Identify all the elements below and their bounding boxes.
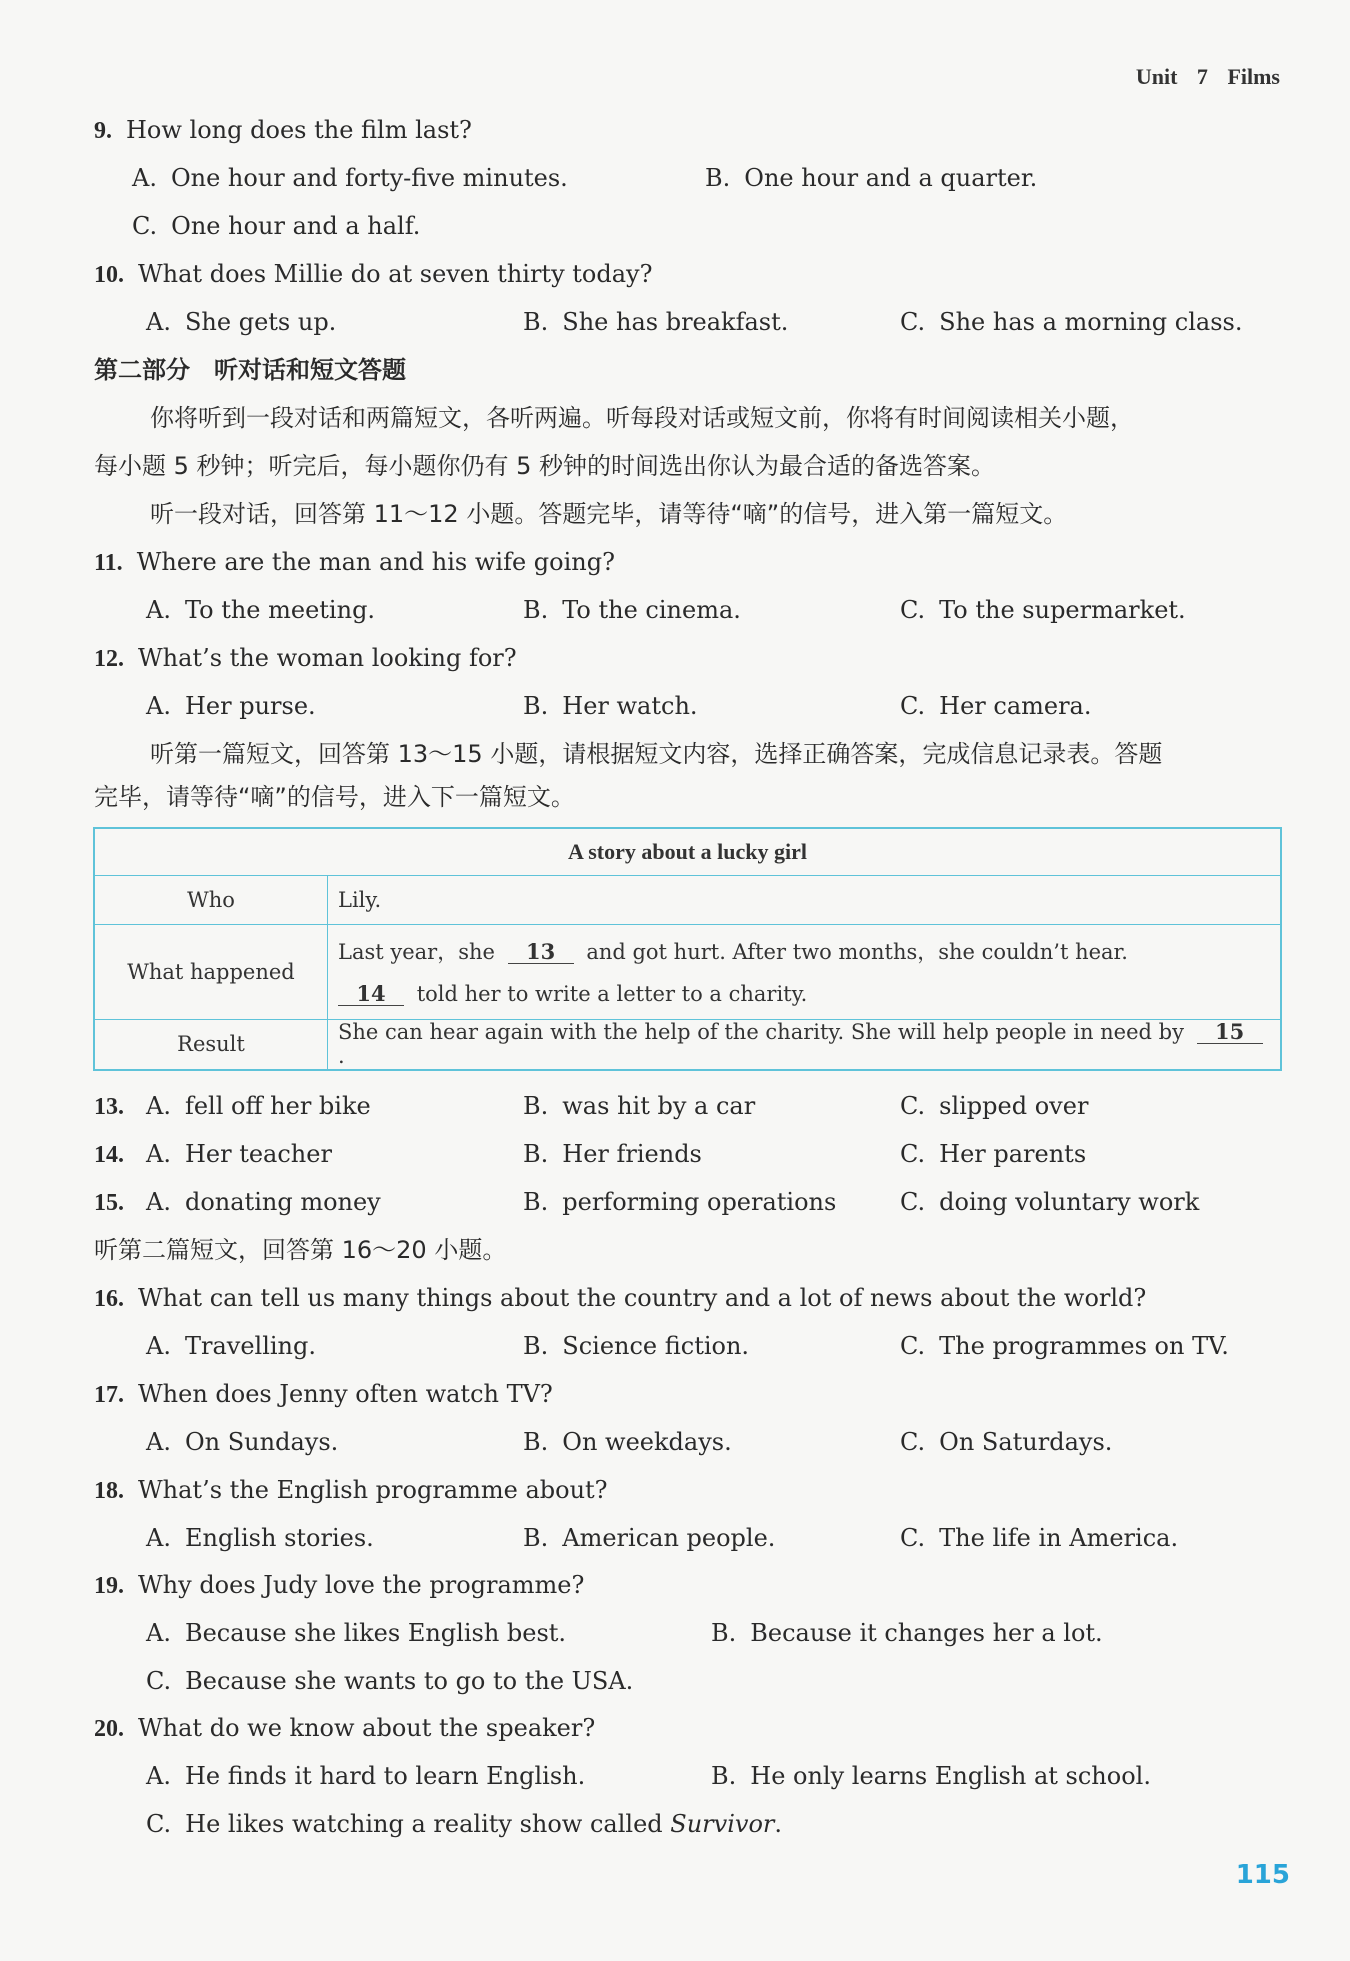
option-text: He likes watching a reality show called bbox=[185, 1810, 663, 1838]
option-letter: A. bbox=[146, 1428, 171, 1456]
option-text: The programmes on TV. bbox=[939, 1332, 1229, 1360]
option-text: On Sundays. bbox=[184, 1428, 339, 1456]
option-c[interactable] bbox=[900, 1425, 1112, 1459]
section-title: 第二部分 听对话和短文答题 bbox=[94, 356, 406, 384]
row-value: Lily. bbox=[328, 876, 1282, 925]
question-14 bbox=[94, 1137, 138, 1172]
option-text: He only learns English at school. bbox=[750, 1762, 1151, 1790]
option-text: Science fiction. bbox=[562, 1332, 750, 1360]
option-b[interactable] bbox=[523, 1521, 775, 1555]
option-a[interactable] bbox=[146, 1425, 338, 1459]
dialogue-note: 听一段对话，回答第 11～12 小题。答题完毕，请等待“嘀”的信号，进入第一篇短文。 bbox=[150, 500, 1068, 528]
option-letter: C. bbox=[900, 308, 926, 336]
option-letter: B. bbox=[711, 1619, 737, 1647]
option-a[interactable] bbox=[146, 1616, 566, 1650]
option-letter: B. bbox=[523, 1092, 549, 1120]
option-text: Travelling. bbox=[184, 1332, 316, 1360]
option-letter: B. bbox=[711, 1762, 737, 1790]
option-letter: A. bbox=[146, 692, 171, 720]
option-b[interactable] bbox=[523, 1185, 836, 1219]
option-a[interactable] bbox=[132, 161, 568, 195]
option-a[interactable] bbox=[146, 593, 375, 627]
option-a[interactable] bbox=[146, 1521, 374, 1555]
option-a[interactable] bbox=[146, 1089, 371, 1123]
option-text: Because she wants to go to the USA. bbox=[185, 1667, 634, 1695]
option-text: She gets up. bbox=[184, 308, 337, 336]
option-b[interactable] bbox=[523, 1425, 732, 1459]
option-b[interactable] bbox=[523, 1137, 702, 1171]
option-text: Her friends bbox=[562, 1140, 702, 1168]
row-value bbox=[328, 925, 1282, 1020]
question-16 bbox=[94, 1281, 1146, 1316]
option-b[interactable] bbox=[711, 1759, 1151, 1793]
info-record-table bbox=[93, 827, 1282, 1071]
text-segment: She can hear again with the help of the charity. She will help people in need by bbox=[338, 1020, 1184, 1045]
option-letter: A. bbox=[132, 164, 157, 192]
option-letter: B. bbox=[523, 308, 549, 336]
option-letter: B. bbox=[523, 1140, 549, 1168]
option-letter: A. bbox=[146, 1524, 171, 1552]
question-number: 15. bbox=[94, 1190, 124, 1216]
option-text: One hour and a half. bbox=[171, 212, 421, 240]
option-letter: C. bbox=[146, 1810, 172, 1838]
option-text: To the meeting. bbox=[184, 596, 376, 624]
question-number: 19. bbox=[94, 1573, 124, 1599]
option-a[interactable] bbox=[146, 1137, 332, 1171]
question-number: 16. bbox=[94, 1286, 124, 1312]
option-letter: A. bbox=[146, 1140, 171, 1168]
option-b[interactable] bbox=[523, 305, 788, 339]
question-9 bbox=[94, 113, 472, 148]
option-letter: B. bbox=[523, 1428, 549, 1456]
option-letter: C. bbox=[900, 1428, 926, 1456]
option-text: fell off her bike bbox=[184, 1092, 371, 1120]
option-letter: A. bbox=[146, 1092, 171, 1120]
option-text: doing voluntary work bbox=[939, 1188, 1200, 1216]
option-c[interactable] bbox=[900, 689, 1092, 723]
option-letter: B. bbox=[523, 1524, 549, 1552]
question-19 bbox=[94, 1568, 584, 1603]
table-row bbox=[94, 876, 1281, 925]
row-label: Who bbox=[94, 876, 328, 925]
option-letter: C. bbox=[900, 1332, 926, 1360]
show-title: Survivor bbox=[670, 1810, 775, 1838]
option-b[interactable] bbox=[523, 1089, 755, 1123]
question-text: What do we know about the speaker? bbox=[138, 1714, 596, 1742]
option-a[interactable] bbox=[146, 689, 316, 723]
option-letter: B. bbox=[523, 1332, 549, 1360]
option-letter: A. bbox=[146, 596, 171, 624]
option-c[interactable] bbox=[146, 1807, 782, 1841]
table-row bbox=[94, 1020, 1281, 1070]
question-13 bbox=[94, 1089, 138, 1124]
text-segment: . bbox=[338, 1044, 345, 1069]
question-text: How long does the film last? bbox=[126, 116, 472, 144]
option-letter: A. bbox=[146, 1619, 171, 1647]
question-number: 13. bbox=[94, 1094, 124, 1120]
option-text: To the supermarket. bbox=[939, 596, 1186, 624]
option-a[interactable] bbox=[146, 1329, 316, 1363]
question-text: What does Millie do at seven thirty today? bbox=[138, 260, 653, 288]
question-text: What’s the English programme about? bbox=[138, 1476, 608, 1504]
option-c[interactable] bbox=[900, 305, 1242, 339]
table-title: A story about a lucky girl bbox=[94, 828, 1281, 876]
passage-1-note-line-2: 完毕，请等待“嘀”的信号，进入下一篇短文。 bbox=[94, 783, 575, 811]
option-a[interactable] bbox=[146, 1185, 381, 1219]
option-letter: C. bbox=[146, 1667, 172, 1695]
option-letter: C. bbox=[900, 1140, 926, 1168]
option-letter: C. bbox=[900, 596, 926, 624]
question-number: 11. bbox=[94, 550, 123, 576]
question-11 bbox=[94, 545, 615, 580]
question-number: 10. bbox=[94, 262, 124, 288]
table-header-row bbox=[94, 828, 1281, 876]
option-text: One hour and forty-five minutes. bbox=[170, 164, 568, 192]
option-b[interactable] bbox=[523, 689, 698, 723]
unit-label: Unit 7 bbox=[1135, 64, 1208, 89]
instructions-line-1: 你将听到一段对话和两篇短文，各听两遍。听每段对话或短文前，你将有时间阅读相关小题， bbox=[150, 404, 1134, 432]
answer-blank-14[interactable]: 14 bbox=[338, 983, 404, 1006]
option-c[interactable] bbox=[900, 1185, 1199, 1219]
option-text: She has a morning class. bbox=[939, 308, 1243, 336]
option-c[interactable] bbox=[900, 593, 1186, 627]
option-letter: C. bbox=[900, 1524, 926, 1552]
running-head bbox=[1136, 64, 1280, 90]
page-number: 115 bbox=[1235, 1860, 1290, 1890]
question-number: 14. bbox=[94, 1142, 124, 1168]
option-text: American people. bbox=[562, 1524, 776, 1552]
unit-title: Films bbox=[1227, 64, 1280, 89]
option-b[interactable] bbox=[705, 161, 1037, 195]
option-c[interactable] bbox=[146, 1664, 633, 1698]
option-text: He finds it hard to learn English. bbox=[184, 1762, 586, 1790]
option-b[interactable] bbox=[523, 593, 741, 627]
option-text: The life in America. bbox=[939, 1524, 1179, 1552]
option-text: Her purse. bbox=[184, 692, 316, 720]
question-18 bbox=[94, 1473, 608, 1508]
question-text: What’s the woman looking for? bbox=[138, 644, 517, 672]
answer-blank-13[interactable]: 13 bbox=[508, 941, 574, 964]
option-a[interactable] bbox=[146, 1759, 585, 1793]
question-number: 20. bbox=[94, 1716, 124, 1742]
option-c[interactable] bbox=[132, 209, 420, 243]
option-text: slipped over bbox=[939, 1092, 1089, 1120]
option-text: Because it changes her a lot. bbox=[750, 1619, 1103, 1647]
option-letter: C. bbox=[132, 212, 158, 240]
text-segment: and got hurt. After two months，she couldn’t hear. bbox=[586, 940, 1128, 964]
option-a[interactable] bbox=[146, 305, 336, 339]
option-text: She has breakfast. bbox=[562, 308, 789, 336]
option-text: performing operations bbox=[562, 1188, 837, 1216]
option-letter: A. bbox=[146, 1762, 171, 1790]
answer-blank-15[interactable]: 15 bbox=[1197, 1021, 1263, 1044]
question-15 bbox=[94, 1185, 138, 1220]
option-c[interactable] bbox=[900, 1089, 1088, 1123]
option-text: To the cinema. bbox=[562, 596, 741, 624]
option-b[interactable] bbox=[711, 1616, 1103, 1650]
option-letter: A. bbox=[146, 1188, 171, 1216]
option-letter: C. bbox=[900, 1092, 926, 1120]
question-17 bbox=[94, 1377, 553, 1412]
option-text: On weekdays. bbox=[562, 1428, 732, 1456]
question-number: 18. bbox=[94, 1478, 124, 1504]
option-text: donating money bbox=[184, 1188, 381, 1216]
option-letter: A. bbox=[146, 1332, 171, 1360]
option-text: Because she likes English best. bbox=[184, 1619, 567, 1647]
question-text: Where are the man and his wife going? bbox=[136, 548, 615, 576]
option-text: Her parents bbox=[939, 1140, 1087, 1168]
question-10 bbox=[94, 257, 652, 292]
option-text: Her camera. bbox=[939, 692, 1092, 720]
option-text: was hit by a car bbox=[562, 1092, 756, 1120]
question-text: When does Jenny often watch TV? bbox=[138, 1380, 553, 1408]
passage-1-note-line-1: 听第一篇短文，回答第 13～15 小题，请根据短文内容，选择正确答案，完成信息记录表。答题 bbox=[150, 740, 1163, 768]
option-letter: B. bbox=[523, 1188, 549, 1216]
option-text-end: . bbox=[774, 1810, 783, 1838]
question-number: 12. bbox=[94, 646, 124, 672]
option-text: On Saturdays. bbox=[939, 1428, 1113, 1456]
row-label: Result bbox=[94, 1020, 328, 1070]
question-12 bbox=[94, 641, 517, 676]
instructions-line-2: 每小题 5 秒钟；听完后，每小题你仍有 5 秒钟的时间选出你认为最合适的备选答案。 bbox=[94, 452, 996, 480]
text-segment: Last year，she bbox=[338, 940, 495, 964]
option-letter: A. bbox=[146, 308, 171, 336]
option-text: One hour and a quarter. bbox=[744, 164, 1038, 192]
option-text: Her watch. bbox=[562, 692, 698, 720]
text-segment: told her to write a letter to a charity. bbox=[416, 982, 808, 1006]
option-letter: C. bbox=[900, 692, 926, 720]
table-row bbox=[94, 925, 1281, 1020]
option-text: Her teacher bbox=[184, 1140, 332, 1168]
option-letter: B. bbox=[523, 596, 549, 624]
option-text: English stories. bbox=[184, 1524, 374, 1552]
option-c[interactable] bbox=[900, 1137, 1086, 1171]
option-letter: B. bbox=[705, 164, 731, 192]
question-20 bbox=[94, 1711, 595, 1746]
option-c[interactable] bbox=[900, 1521, 1178, 1555]
option-b[interactable] bbox=[523, 1329, 749, 1363]
option-c[interactable] bbox=[900, 1329, 1229, 1363]
question-text: Why does Judy love the programme? bbox=[138, 1571, 585, 1599]
row-value bbox=[328, 1020, 1282, 1070]
question-number: 17. bbox=[94, 1382, 124, 1408]
option-letter: B. bbox=[523, 692, 549, 720]
option-letter: C. bbox=[900, 1188, 926, 1216]
passage-2-note: 听第二篇短文，回答第 16～20 小题。 bbox=[94, 1236, 507, 1264]
question-text: What can tell us many things about the country and a lot of news about the world? bbox=[138, 1284, 1147, 1312]
row-label: What happened bbox=[94, 925, 328, 1020]
question-number: 9. bbox=[94, 118, 112, 144]
